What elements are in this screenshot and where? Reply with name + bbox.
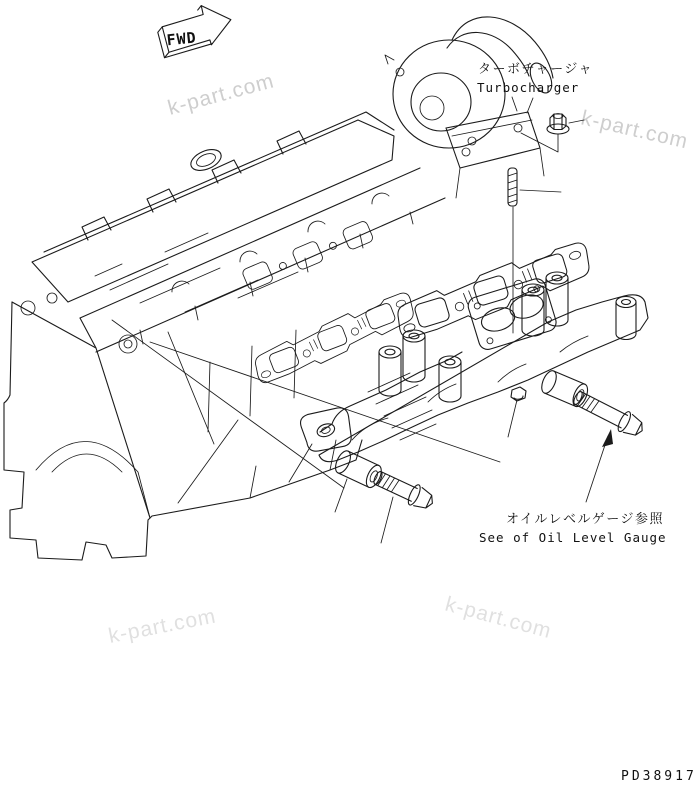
fwd-label: FWD (165, 28, 198, 50)
valve-cover-drawing (32, 112, 394, 312)
flange-bolt-drawing (511, 387, 526, 401)
turbocharger-label-jp: ターボチャージャ (478, 62, 594, 77)
manifold-spacer-rear-drawing (539, 369, 591, 409)
watermark-bottom-left: k-part.com (106, 604, 219, 648)
turbo-nut-drawing (547, 114, 569, 135)
exhaust-manifold-gasket-front (249, 291, 421, 386)
drawing-number: PD38917 (621, 769, 697, 784)
turbo-mounting-stud-drawing (508, 168, 517, 333)
oil-gauge-label-en: See of Oil Level Gauge (479, 530, 667, 545)
fwd-arrow-icon (155, 3, 234, 58)
turbocharger-drawing (385, 17, 556, 198)
oil-gauge-arrow (586, 429, 613, 502)
watermark-top-left: k-part.com (165, 69, 277, 120)
cylinder-head-drawing (80, 168, 445, 352)
manifold-spacer-front-drawing (332, 449, 384, 490)
manifold-bolt-rear-drawing (570, 387, 647, 441)
oil-gauge-label-jp: オイルレベルゲージ参照 (506, 512, 665, 527)
reference-lines (112, 320, 500, 488)
turbocharger-label-en: Turbocharger (477, 80, 580, 95)
engine-block-drawing (4, 293, 436, 560)
watermark-bottom-center: k-part.com (442, 592, 555, 644)
watermark-right: k-part.com (578, 106, 691, 154)
